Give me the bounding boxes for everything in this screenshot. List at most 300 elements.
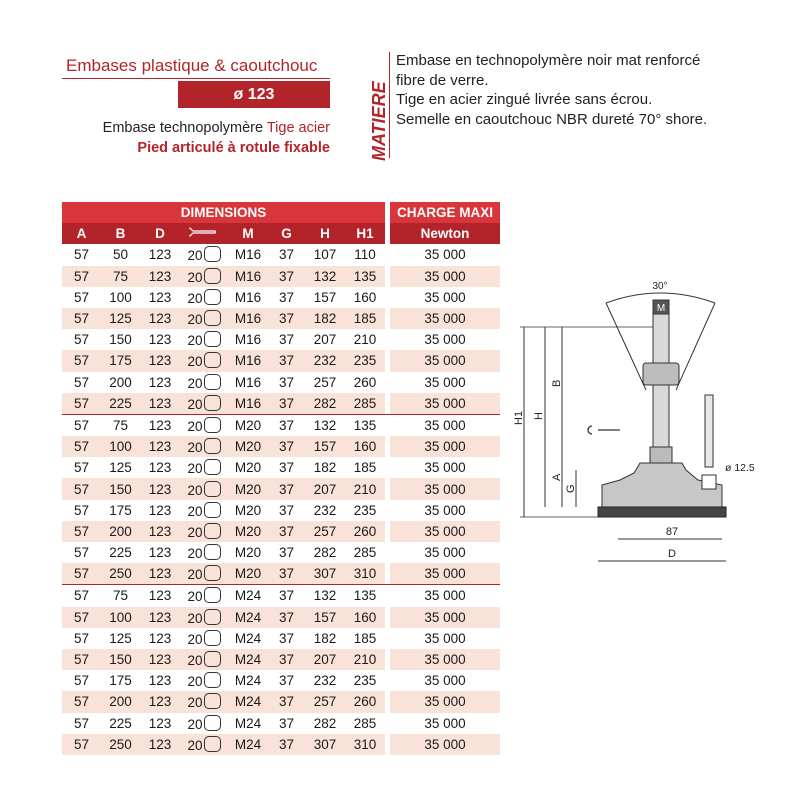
cell-m (228, 500, 268, 521)
cell-newton: 35 000 (424, 715, 466, 731)
cell-value: 57 (73, 268, 90, 284)
cell-b (101, 414, 140, 436)
cell-b (101, 607, 140, 628)
cell-h1 (345, 691, 385, 712)
cell-value: 232 (313, 353, 337, 369)
cell-value: M24 (234, 694, 262, 710)
table-row (62, 266, 500, 287)
cell-value: 225 (109, 715, 132, 731)
table-row (62, 500, 500, 521)
cell-newton: 35 000 (390, 734, 500, 755)
cell-value: 157 (313, 439, 337, 455)
cell-m (228, 329, 268, 350)
cell-h (305, 691, 345, 712)
hex-key-icon (204, 268, 221, 284)
cell-value: 135 (353, 268, 377, 284)
table-row (62, 628, 500, 649)
cell-wrench (180, 308, 228, 329)
cell-value: 57 (73, 417, 90, 433)
cell-b (101, 329, 140, 350)
hex-key-icon (204, 565, 221, 581)
cell-g (268, 670, 305, 691)
hex-key-icon (204, 352, 221, 368)
cell-wrench (180, 266, 228, 287)
cell-b (101, 563, 140, 585)
cell-a (62, 329, 101, 350)
cell-a (62, 478, 101, 499)
cell-newton: 35 000 (390, 308, 500, 329)
cell-value: 150 (109, 652, 132, 668)
cell-b (101, 521, 140, 542)
cell-value: 57 (73, 715, 90, 731)
cell-value: 20 (187, 375, 203, 391)
cell-b (101, 670, 140, 691)
cell-a (62, 436, 101, 457)
cell-value: 50 (112, 247, 129, 263)
cell-g (268, 563, 305, 585)
cell-wrench (180, 393, 228, 415)
cell-value: 123 (148, 545, 172, 561)
cell-m (228, 670, 268, 691)
diameter-badge: ø 123 (178, 81, 330, 108)
table-row (62, 713, 500, 734)
cell-value: M20 (234, 566, 262, 582)
table-row (62, 649, 500, 670)
cell-m (228, 414, 268, 436)
cell-d (140, 393, 180, 415)
cell-value: 57 (73, 652, 90, 668)
label-b: B (551, 379, 563, 387)
cell-b (101, 372, 140, 393)
cell-newton: 35 000 (424, 460, 466, 476)
cell-d (140, 649, 180, 670)
cell-value: 282 (313, 395, 337, 411)
cell-newton: 35 000 (390, 350, 500, 371)
cell-newton: 35 000 (390, 607, 500, 628)
cell-g (268, 607, 305, 628)
cell-value: 20 (187, 418, 203, 434)
cell-a (62, 670, 101, 691)
cell-wrench (180, 691, 228, 712)
cell-value: M20 (234, 481, 262, 497)
cell-m (228, 649, 268, 670)
cell-d (140, 266, 180, 287)
hex-key-icon (204, 544, 221, 560)
cell-h (305, 478, 345, 499)
cell-h (305, 329, 345, 350)
cell-value: 123 (148, 311, 172, 327)
cell-value: 182 (313, 311, 337, 327)
cell-value: 210 (353, 481, 377, 497)
cell-b (101, 649, 140, 670)
angle-right-line (676, 303, 715, 390)
cell-g (268, 542, 305, 563)
cell-value: 123 (148, 374, 172, 390)
cell-value: 123 (148, 694, 172, 710)
cell-d (140, 436, 180, 457)
cell-value: 123 (148, 652, 172, 668)
cell-value: 235 (353, 673, 377, 689)
cell-value: 200 (109, 523, 132, 539)
cell-h1 (345, 500, 385, 521)
cell-h1 (345, 713, 385, 734)
cell-m (228, 266, 268, 287)
cell-a (62, 287, 101, 308)
hex-key-icon (204, 502, 221, 518)
cell-h1 (345, 350, 385, 371)
cell-value: M24 (234, 609, 262, 625)
cell-g (268, 329, 305, 350)
label-m: M (656, 303, 666, 314)
cell-value: 57 (73, 736, 90, 752)
cell-value: 135 (353, 417, 377, 433)
cell-newton: 35 000 (390, 649, 500, 670)
cell-m (228, 713, 268, 734)
cell-value: M24 (234, 588, 262, 604)
cell-m (228, 542, 268, 563)
cell-value: M16 (234, 268, 262, 284)
cell-a (62, 607, 101, 628)
cell-value: 100 (109, 439, 132, 455)
cell-newton: 35 000 (390, 414, 500, 436)
cell-a (62, 628, 101, 649)
col-header-h1: H1 (345, 223, 385, 244)
cell-value: 20 (187, 524, 203, 540)
cell-value: 123 (148, 609, 172, 625)
hex-key-icon (204, 438, 221, 454)
cell-value: 57 (73, 374, 90, 390)
cell-b (101, 628, 140, 649)
cell-d (140, 607, 180, 628)
cell-value: 310 (353, 736, 377, 752)
cell-h (305, 457, 345, 478)
cell-wrench (180, 628, 228, 649)
cell-value: 57 (73, 247, 90, 263)
cell-value: 157 (313, 609, 337, 625)
cell-value: 20 (187, 354, 203, 370)
cell-d (140, 521, 180, 542)
cell-value: M16 (234, 332, 262, 348)
cell-value: 75 (112, 588, 129, 604)
cell-m (228, 691, 268, 712)
cell-value: 57 (73, 566, 90, 582)
material-label-text: MATIERE (369, 81, 389, 161)
cell-value: 75 (112, 268, 129, 284)
cell-a (62, 372, 101, 393)
cell-g (268, 457, 305, 478)
cell-value: 123 (148, 353, 172, 369)
cell-newton: 35 000 (424, 332, 466, 348)
cell-b (101, 287, 140, 308)
cell-g (268, 713, 305, 734)
cell-value: 37 (278, 332, 295, 348)
angle-label: 30° (652, 281, 668, 292)
cell-wrench (180, 542, 228, 563)
cell-value: 285 (353, 395, 377, 411)
cell-h (305, 500, 345, 521)
cell-m (228, 563, 268, 585)
cell-value: 125 (109, 460, 132, 476)
table-row (62, 585, 500, 607)
cell-value: 20 (187, 333, 203, 349)
cell-b (101, 244, 140, 265)
cell-value: 20 (187, 631, 203, 647)
cell-value: 37 (278, 609, 295, 625)
cell-value: 37 (278, 545, 295, 561)
cell-m (228, 628, 268, 649)
col-header-d: D (140, 223, 180, 244)
col-header-wrench (180, 223, 228, 244)
cell-value: 123 (148, 247, 172, 263)
label-g: G (565, 484, 577, 493)
cell-value: 123 (148, 715, 172, 731)
cell-value: 37 (278, 523, 295, 539)
cell-value: 57 (73, 694, 90, 710)
cell-h (305, 393, 345, 415)
cell-h (305, 350, 345, 371)
cell-value: 20 (187, 440, 203, 456)
label-87: 87 (665, 526, 679, 538)
cell-value: 110 (354, 247, 376, 263)
cell-h (305, 563, 345, 585)
cell-value: 123 (148, 481, 172, 497)
cell-h1 (345, 372, 385, 393)
cell-newton: 35 000 (390, 585, 500, 607)
cell-value: 250 (109, 566, 132, 582)
cell-d (140, 414, 180, 436)
cell-d (140, 372, 180, 393)
cell-d (140, 713, 180, 734)
material-line: fibre de verre. (396, 71, 489, 89)
cell-g (268, 287, 305, 308)
cell-h (305, 734, 345, 755)
cell-a (62, 521, 101, 542)
cell-value: 57 (73, 609, 90, 625)
cell-g (268, 734, 305, 755)
cell-value: 185 (353, 311, 377, 327)
cell-h1 (345, 542, 385, 563)
cell-value: 257 (313, 374, 337, 390)
cell-d (140, 308, 180, 329)
cell-b (101, 266, 140, 287)
hex-key-icon (204, 246, 221, 262)
cell-value: 150 (109, 332, 132, 348)
material-line: Embase en technopolymère noir mat renforcé (396, 52, 701, 69)
cell-value: 123 (148, 566, 172, 582)
cell-value: 123 (148, 588, 172, 604)
cell-a (62, 308, 101, 329)
table-row (62, 457, 500, 478)
cell-g (268, 308, 305, 329)
cell-newton: 35 000 (424, 545, 466, 561)
cell-value: 57 (73, 395, 90, 411)
cell-value: M16 (234, 311, 262, 327)
cell-wrench (180, 478, 228, 499)
cell-value: 37 (278, 311, 295, 327)
cell-g (268, 649, 305, 670)
table-row (62, 436, 500, 457)
hex-key-icon (204, 417, 221, 433)
dimensions-group-header: DIMENSIONS (62, 202, 385, 223)
cell-h1 (345, 308, 385, 329)
subtitle-rod-text: Tige acier (266, 120, 330, 136)
cell-wrench (180, 500, 228, 521)
cell-d (140, 585, 180, 607)
cell-value: M20 (234, 439, 262, 455)
cell-value: 285 (353, 715, 377, 731)
cell-d (140, 628, 180, 649)
cell-value: 132 (313, 417, 337, 433)
cell-value: 37 (278, 353, 295, 369)
cell-h (305, 436, 345, 457)
hex-key-icon (204, 630, 221, 646)
col-header-b: B (101, 223, 140, 244)
cell-newton: 35 000 (390, 691, 500, 712)
hex-key-icon (204, 587, 221, 603)
hex-key-icon (204, 672, 221, 688)
cell-value: 20 (187, 737, 203, 753)
cell-value: 175 (109, 353, 132, 369)
cell-value: 200 (109, 374, 132, 390)
cell-wrench (180, 585, 228, 607)
cell-value: 57 (73, 460, 90, 476)
cell-h1 (345, 478, 385, 499)
cell-value: 123 (148, 289, 172, 305)
cell-d (140, 478, 180, 499)
table-row (62, 542, 500, 563)
table-row (62, 308, 500, 329)
table-row (62, 670, 500, 691)
cell-value: 57 (73, 630, 90, 646)
cell-h1 (345, 244, 385, 265)
subtitle-base-text: Embase technopolymère (102, 120, 264, 136)
cell-value: 200 (109, 694, 132, 710)
cell-h1 (345, 414, 385, 436)
cell-h1 (345, 585, 385, 607)
cell-value: 123 (148, 523, 172, 539)
cell-value: 225 (109, 545, 132, 561)
cell-value: 20 (187, 610, 203, 626)
cell-value: 37 (278, 502, 295, 518)
table-row (62, 244, 500, 265)
cell-g (268, 521, 305, 542)
cell-value: 37 (278, 247, 295, 263)
table-row (62, 287, 500, 308)
cell-value: 123 (148, 502, 172, 518)
cell-value: 20 (187, 716, 203, 732)
cell-value: 232 (313, 502, 337, 518)
cell-m (228, 372, 268, 393)
cell-d (140, 542, 180, 563)
cell-b (101, 691, 140, 712)
cell-m (228, 457, 268, 478)
hex-key-icon (204, 609, 221, 625)
cell-a (62, 457, 101, 478)
cell-value: 20 (187, 482, 203, 498)
cell-value: 37 (278, 289, 295, 305)
cell-value: M16 (234, 395, 262, 411)
cell-a (62, 691, 101, 712)
label-h1: H1 (513, 410, 525, 425)
cell-h1 (345, 628, 385, 649)
material-line: Tige en acier zingué livrée sans écrou. (396, 91, 653, 108)
cell-newton: 35 000 (390, 563, 500, 585)
hex-key-icon (204, 395, 221, 411)
cell-newton: 35 000 (424, 247, 466, 263)
cell-value: M24 (234, 736, 262, 752)
cell-h (305, 372, 345, 393)
cell-newton: 35 000 (390, 266, 500, 287)
technical-drawing (510, 275, 770, 575)
label-a: A (551, 473, 563, 481)
label-h: H (533, 412, 545, 420)
cell-h (305, 713, 345, 734)
table-row (62, 521, 500, 542)
cell-value: 20 (187, 269, 203, 285)
cell-value: 123 (148, 460, 172, 476)
cell-value: 125 (109, 311, 132, 327)
cell-m (228, 607, 268, 628)
cell-newton: 35 000 (424, 502, 466, 518)
cell-value: 37 (278, 566, 295, 582)
dimensions-table (62, 202, 500, 755)
cell-a (62, 244, 101, 265)
cell-value: 75 (112, 417, 129, 433)
cell-wrench (180, 414, 228, 436)
cell-value: M16 (234, 247, 262, 263)
cell-value: 37 (278, 481, 295, 497)
cell-b (101, 734, 140, 755)
cell-b (101, 308, 140, 329)
cell-value: 57 (73, 289, 90, 305)
cell-value: 210 (353, 332, 377, 348)
cell-a (62, 414, 101, 436)
cell-g (268, 585, 305, 607)
cell-value: 123 (148, 417, 172, 433)
hex-key-icon (204, 523, 221, 539)
cell-b (101, 713, 140, 734)
cell-value: M16 (234, 289, 262, 305)
cell-wrench (180, 713, 228, 734)
cell-value: 182 (313, 460, 337, 476)
cell-d (140, 563, 180, 585)
cell-h1 (345, 436, 385, 457)
cell-a (62, 585, 101, 607)
cell-g (268, 500, 305, 521)
cell-value: 57 (73, 673, 90, 689)
cell-wrench (180, 436, 228, 457)
cell-value: 57 (73, 439, 90, 455)
cell-newton: 35 000 (424, 630, 466, 646)
cell-h1 (345, 457, 385, 478)
cell-a (62, 649, 101, 670)
cell-value: 57 (73, 332, 90, 348)
cell-d (140, 457, 180, 478)
hex-key-icon (204, 715, 221, 731)
cell-value: 57 (73, 545, 90, 561)
cell-h1 (345, 521, 385, 542)
cell-m (228, 287, 268, 308)
cell-value: 37 (278, 652, 295, 668)
cell-value: 132 (313, 588, 337, 604)
cell-h (305, 628, 345, 649)
cell-wrench (180, 734, 228, 755)
cell-value: 123 (148, 395, 172, 411)
cell-d (140, 350, 180, 371)
cell-value: 260 (353, 374, 377, 390)
title-underline (62, 78, 330, 79)
material-line: Semelle en caoutchouc NBR dureté 70° shore. (396, 110, 708, 128)
